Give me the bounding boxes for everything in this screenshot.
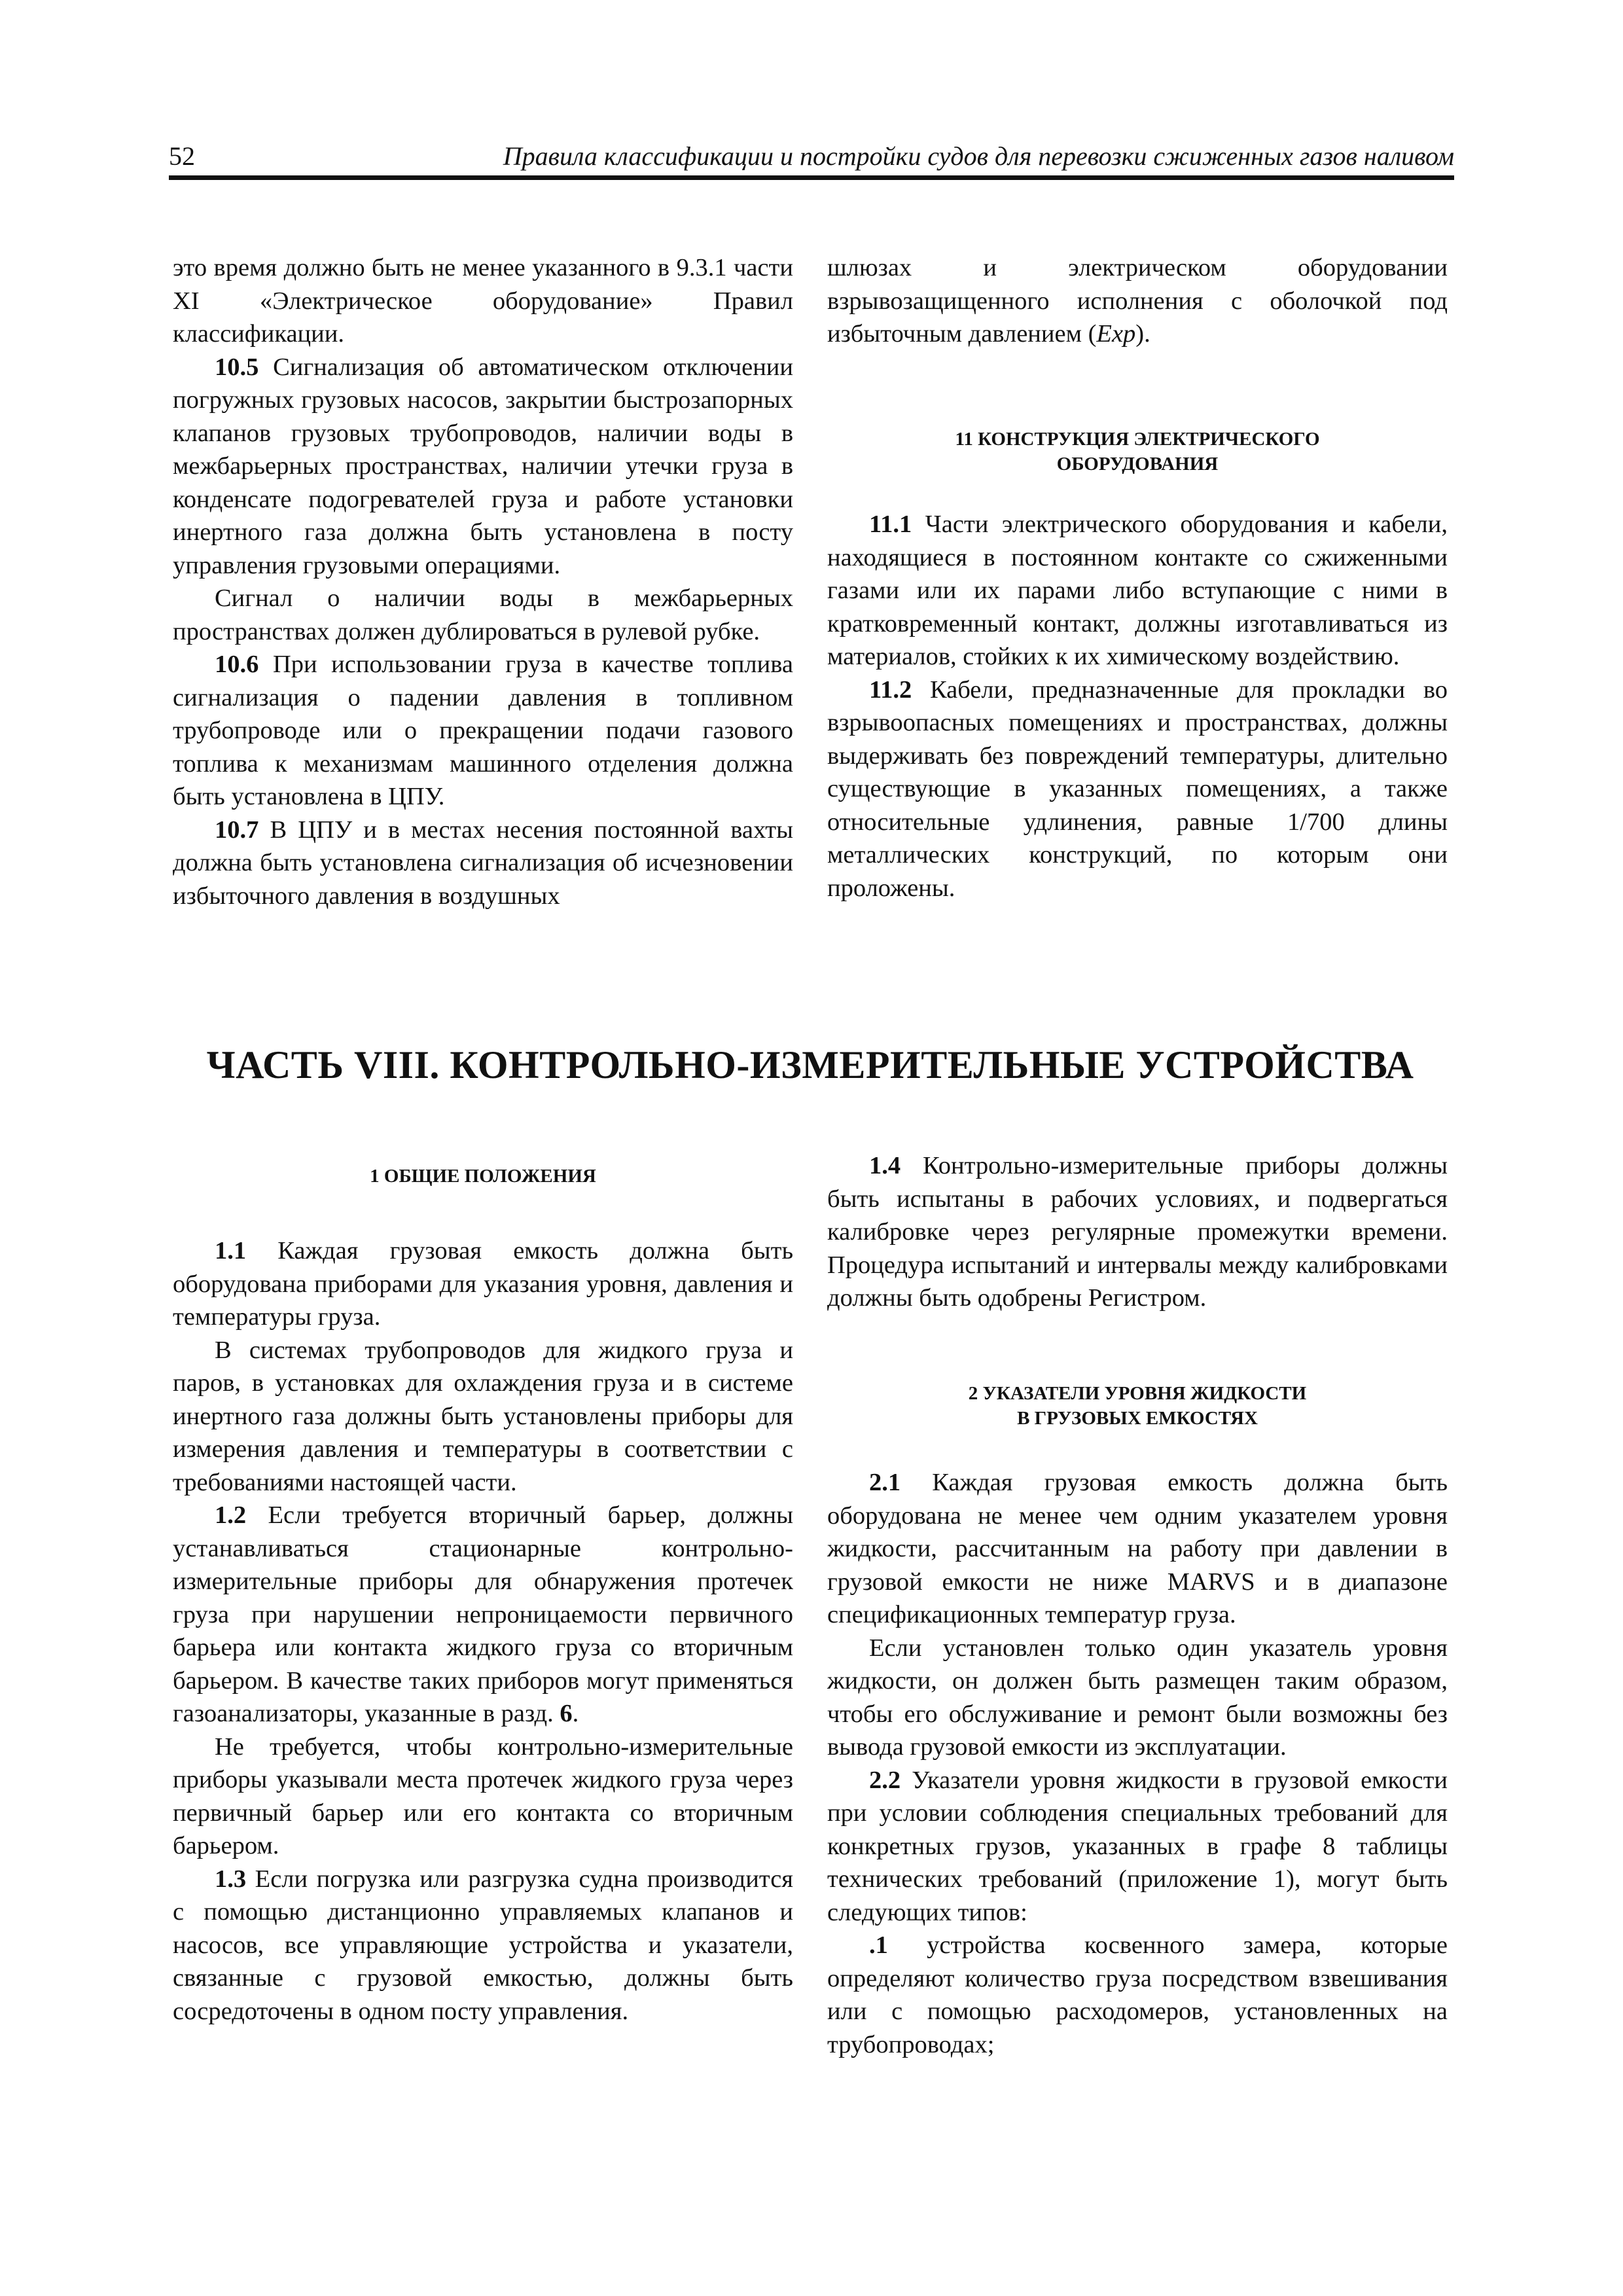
paragraph-text: Части электрического оборудования и кабели, находящиеся в постоянном контакте со сжиженными газами или их парами либо вступающие с ними в кратковременный контакт, должны изготавливаться из материалов, стойких к их химическому воздействию. (827, 511, 1448, 670)
header-rule (169, 175, 1454, 180)
paragraph-1-1 (173, 1234, 793, 1334)
paragraph-10-6 (173, 648, 793, 814)
top-left-column (173, 251, 793, 912)
paragraph-text: Если погрузка или разгрузка судна производится с помощью дистанционно управляемых клапанов и насосов, все управляющие устройства и указатели, связанные с грузовой емкостью, должны быть сосредоточены в одном посту управления. (173, 1865, 793, 2025)
section-heading-line: 11 КОНСТРУКЦИЯ ЭЛЕКТРИЧЕСКОГО (955, 429, 1320, 450)
clause-number: 10.5 (215, 353, 259, 381)
paragraph-text: Контрольно-измерительные приборы должны быть испытаны в рабочих условиях, и подвергаться калибровке через регулярные промежутки времени. Процедура испытаний и интервалы между калибровками должны быть одобрены Регистром. (827, 1152, 1448, 1312)
paragraph: Сигнал о наличии воды в межбарьерных пространствах должен дублироваться в рулевой рубке. (173, 584, 793, 645)
section-heading-line: 2 УКАЗАТЕЛИ УРОВНЯ ЖИДКОСТИ (968, 1383, 1307, 1404)
page-number: 52 (169, 141, 195, 171)
paragraph-2-2 (827, 1764, 1448, 1929)
clause-number: 1.3 (215, 1865, 247, 1893)
clause-number: 1.1 (215, 1237, 247, 1265)
paragraph-text: В ЦПУ и в местах несения постоянной вахты должна быть установлена сигнализация об исчезновении избыточного давления в воздушных (173, 816, 793, 910)
bottom-left-column (173, 1234, 793, 2028)
clause-number: .1 (869, 1931, 888, 1959)
section-heading-line: В ГРУЗОВЫХ ЕМКОСТЯХ (1017, 1408, 1258, 1429)
section-heading-2 (827, 1381, 1448, 1431)
paragraph-10-7 (173, 814, 793, 913)
paragraph: В системах трубопроводов для жидкого груза и паров, в установках для охлаждения груза и в системе инертного газа должны быть установлены приборы для измерения давления и температуры в соответствии с требованиями настоящей части. (173, 1336, 793, 1496)
top-right-column-body (827, 508, 1448, 905)
paragraph-text: При использовании груза в качестве топлива сигнализация о падении давления в топливном трубопроводе или о прекращении подачи газового топлива к механизмам машинного отделения должна быть установлена в ЦПУ. (173, 651, 794, 810)
paragraph-2-1 (827, 1466, 1448, 1632)
bottom-right-column (827, 1149, 1448, 1315)
section-heading-line: ОБОРУДОВАНИЯ (1056, 454, 1219, 475)
paragraph-text: Каждая грузовая емкость должна быть оборудована приборами для указания уровня, давления и температуры груза. (173, 1237, 793, 1331)
bottom-right-column-body (827, 1466, 1448, 2061)
paragraph-text: Каждая грузовая емкость должна быть оборудована не менее чем одним указателем уровня жидкости, рассчитанным на работу при давлении в грузовой емкости не ниже MARVS и в диапазоне спецификационных температур груза. (827, 1469, 1448, 1628)
paragraph-text: шлюзах и электрическом оборудовании взрывозащищенного исполнения с оболочкой под избыточным давлением ( (827, 254, 1448, 348)
paragraph-text: ). (1135, 320, 1150, 348)
running-title: Правила классификации и постройки судов для перевозки сжиженных газов наливом (503, 141, 1454, 171)
emphasis: Exp (1096, 320, 1136, 348)
clause-number: 1.2 (215, 1501, 247, 1529)
clause-number: 2.2 (869, 1766, 901, 1794)
section-reference: 6 (560, 1700, 573, 1727)
paragraph-1-4 (827, 1149, 1448, 1315)
section-heading-11 (827, 427, 1448, 476)
paragraph-text: . (572, 1700, 579, 1727)
paragraph-10-5 (173, 351, 793, 583)
paragraph: Если установлен только один указатель уровня жидкости, он должен быть размещен таким образом, чтобы его обслуживание и ремонт были возможны без вывода грузовой емкости из эксплуатации. (827, 1634, 1448, 1761)
paragraph: Не требуется, чтобы контрольно-измерительные приборы указывали места протечек жидкого груза через первичный барьер или его контакта со вторичным барьером. (173, 1732, 793, 1859)
paragraph-11-1 (827, 508, 1448, 673)
paragraph-text: Сигнализация об автоматическом отключении погружных грузовых насосов, закрытии быстрозапорных клапанов грузовых трубопроводов, наличии воды в межбарьерных пространствах, наличии утечки груза в конденсате подогревателей груза и работе установки инертного газа должна быть установлена в посту управления грузовыми операциями. (173, 353, 794, 579)
paragraph-1-3 (173, 1863, 793, 2028)
paragraph-2-2-1 (827, 1929, 1448, 2061)
paragraph-text: Кабели, предназначенные для прокладки во взрывоопасных помещениях и пространствах, должны выдерживать без повреждений температуры, длительно существующие в указанных помещениях, а также относительные удлинения, равные 1/700 длины металлических конструкций, по которым они проложены. (827, 675, 1448, 902)
part-title: ЧАСТЬ VIII. КОНТРОЛЬНО-ИЗМЕРИТЕЛЬНЫЕ УСТРОЙСТВА (206, 1043, 1414, 1086)
clause-number: 2.1 (869, 1469, 901, 1496)
clause-number: 10.7 (215, 816, 259, 844)
paragraph (827, 251, 1448, 351)
clause-number: 10.6 (215, 651, 259, 678)
paragraph-text: Указатели уровня жидкости в грузовой емкости при условии соблюдения специальных требований для конкретных грузов, указанных в графе 8 таблицы технических требований (приложение 1), могут быть следующих типов: (827, 1766, 1448, 1926)
top-right-column (827, 251, 1448, 351)
paragraph: это время должно быть не менее указанного в 9.3.1 части XI «Электрическое оборудование» Правил классификации. (173, 254, 793, 348)
clause-number: 11.2 (869, 675, 912, 704)
clause-number: 11.1 (869, 511, 912, 538)
clause-number: 1.4 (869, 1152, 901, 1179)
paragraph-text: устройства косвенного замера, которые определяют количество груза посредством взвешивания или с помощью расходомеров, установленных на трубопроводах; (827, 1931, 1448, 2058)
paragraph-text: Если требуется вторичный барьер, должны устанавливаться стационарные контрольно-измерительные приборы для обнаружения протечек груза при нарушении непроницаемости первичного барьера или контакта жидкого груза со вторичным барьером. В качестве таких приборов могут применяться газоанализаторы, указанные в разд. (173, 1501, 793, 1727)
section-heading-1: 1 ОБЩИЕ ПОЛОЖЕНИЯ (370, 1166, 596, 1187)
paragraph-1-2 (173, 1499, 793, 1731)
paragraph-11-2 (827, 673, 1448, 905)
